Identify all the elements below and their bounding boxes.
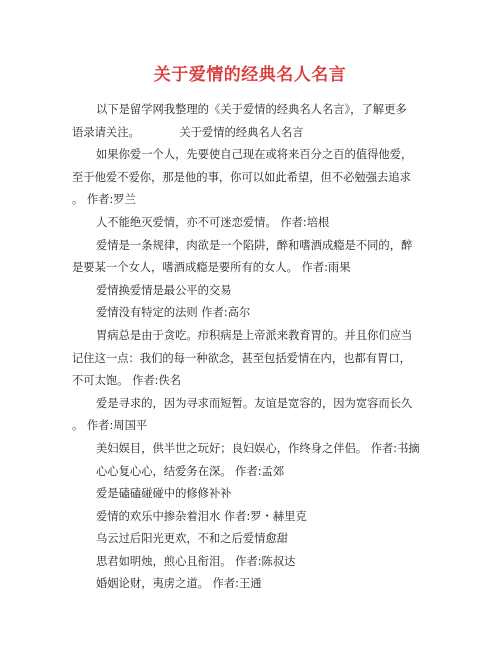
- text-line: 是要某一个女人，嗜酒成瘾是要所有的女人。 作者:雨果: [72, 261, 351, 275]
- text-line: 人不能绝灭爱情，亦不可迷恋爱情。 作者:培根: [96, 215, 330, 229]
- text-line: 婚姻论财，夷虏之道。 作者:王通: [96, 577, 262, 591]
- text-line: 不可太饱。 作者:佚名: [72, 374, 182, 388]
- text-line: 思君如明烛，煎心且衔泪。 作者:陈叔达: [96, 554, 296, 568]
- text-line: 如果你爱一个人，先要使自己现在或将来百分之百的值得他爱，: [96, 148, 413, 162]
- text-line: 爱是寻求的，因为寻求而短暂。友谊是宽容的，因为宽容而长久: [96, 396, 413, 410]
- text-line: 爱是磕磕碰碰中的修修补补: [96, 487, 232, 501]
- document-title: 关于爱情的经典名人名言: [153, 65, 347, 85]
- text-line: 至于他爱不爱你，那是他的事，你可以如此希望，但不必勉强去追求: [72, 170, 411, 184]
- text-line: 爱情是一条规律，肉欲是一个陷阱，醉和嗜酒成瘾是不同的，醉: [96, 238, 413, 252]
- document-body: [72, 99, 428, 596]
- text-line: 记住这一点：我们的每一种欲念，甚至包括爱情在内，也都有胃口，: [72, 351, 411, 365]
- text-line: 爱情的欢乐中掺杂着泪水 作者:罗・赫里克: [96, 509, 307, 523]
- text-line: 。 作者:周国平: [72, 419, 148, 433]
- text-line: 爱情换爱情是最公平的交易: [96, 283, 232, 297]
- text-line: 胃病总是由于贪吃。疖积病是上帝派来教育胃的。并且你们应当: [96, 328, 413, 342]
- text-line: 乌云过后阳光更欢，不和之后爱情愈甜: [96, 532, 289, 546]
- text-line: 以下是留学网我整理的《关于爱情的经典名人名言》，了解更多: [96, 103, 407, 116]
- text-line: 心心复心心，结爱务在深。 作者:孟郊: [96, 464, 285, 478]
- text-line: 语录请关注。 关于爱情的经典名人名言: [72, 125, 304, 139]
- text-line: 。 作者:罗兰: [72, 193, 136, 207]
- text-line: 美妇娱目，供半世之玩好；良妇娱心，作终身之伴侣。 作者:书摘: [96, 441, 420, 455]
- text-line: 爱情没有特定的法则 作者:高尔: [96, 306, 251, 320]
